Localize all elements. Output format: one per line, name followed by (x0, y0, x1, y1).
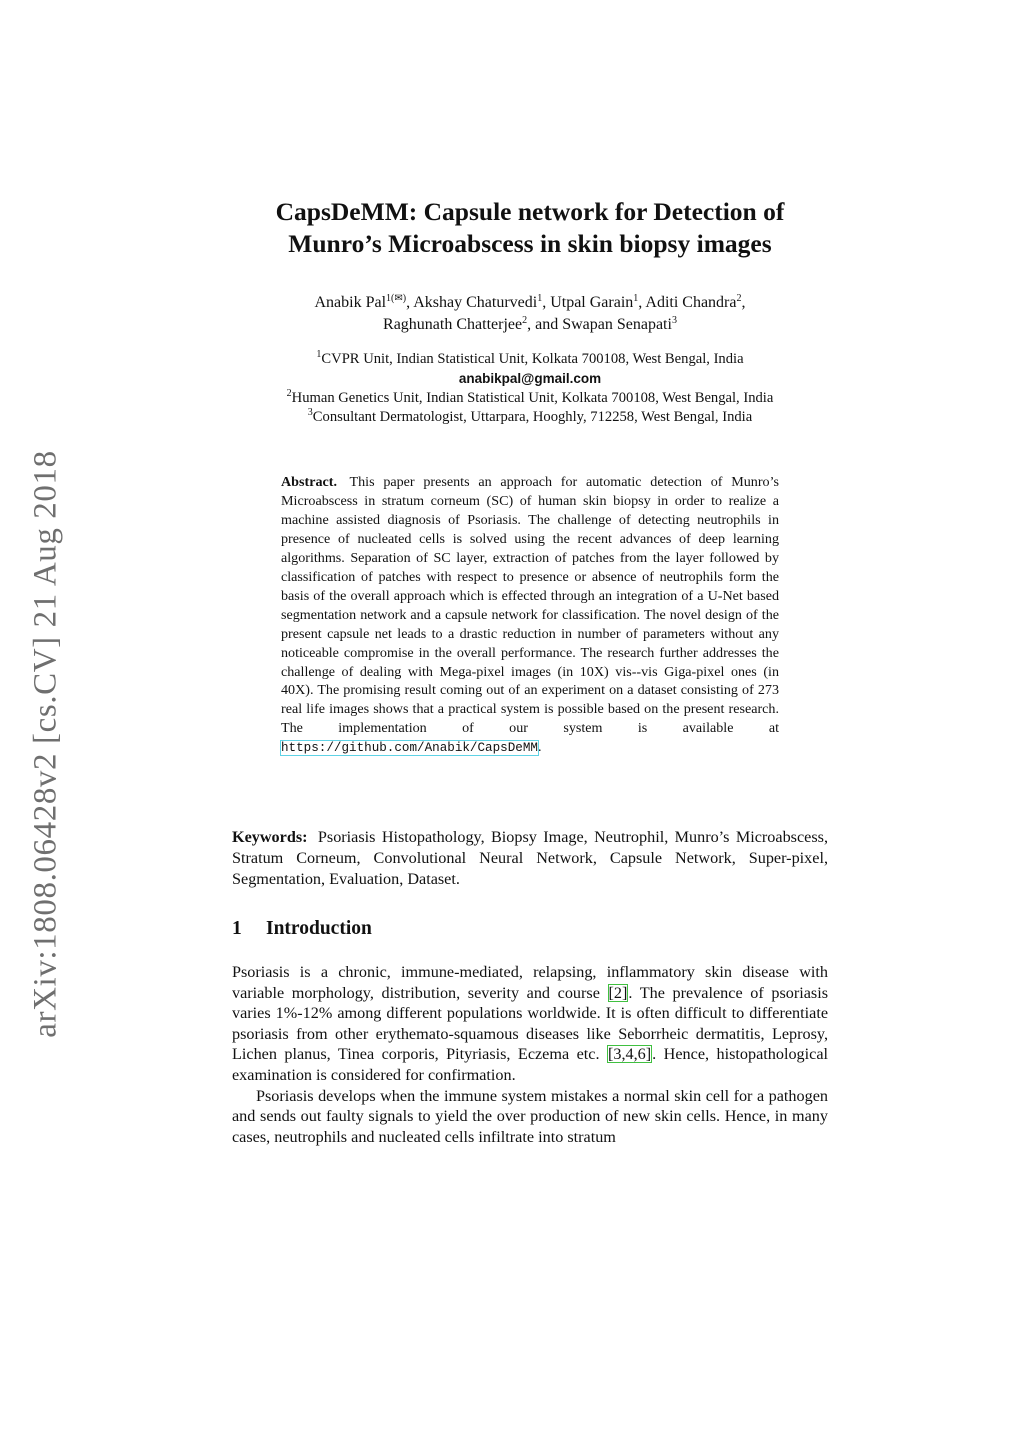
author-name: , Aditi Chandra (638, 294, 737, 311)
title-line: CapsDeMM: Capsule network for Detection of (275, 197, 785, 226)
citation-link[interactable]: [3,4,6] (608, 1045, 652, 1064)
affil-mark: 3 (307, 407, 313, 418)
affil-text: Human Genetics Unit, Indian Statistical Unit, Kolkata 700108, West Bengal, India (291, 390, 774, 406)
arxiv-stamp (20, 438, 72, 1050)
abstract-end: . (537, 739, 542, 756)
paragraph-text: . The prevalence of psoriasis varies 1%-12% among different populations worldwide. It is often difficult to differentiate psoriasis from other erythemato-squamous diseases like Seborrheic dermatitis, Leprosy, Lichen planus, Tinea corporis, Pityriasis, Eczema etc. (232, 983, 829, 1064)
author-affil-mark: 2 (736, 293, 742, 304)
author-affil-mark: 3 (671, 315, 677, 326)
abstract (281, 473, 779, 758)
author-separator: , (741, 294, 746, 311)
arxiv-id: arXiv:1808.06428v2 [cs.CV] 21 Aug 2018 (27, 450, 64, 1038)
author-name: , Akshay Chaturvedi (406, 294, 538, 311)
affil-text: Consultant Dermatologist, Uttarpara, Hooghly, 712258, West Bengal, India (312, 409, 753, 425)
author-affil-mark: 1 (537, 293, 543, 304)
affiliation-2 (232, 389, 828, 408)
contact-email[interactable] (232, 369, 828, 389)
abstract-heading: Abstract. (281, 474, 337, 490)
author-line (232, 292, 828, 314)
section-heading (232, 918, 372, 940)
affiliations (232, 350, 828, 427)
author-name: , Utpal Garain (542, 294, 634, 311)
section-title-text: Introduction (266, 918, 372, 939)
author-list (232, 292, 828, 336)
affil-mark: 1 (316, 349, 322, 360)
affiliation-3 (232, 408, 828, 427)
email-text[interactable]: anabikpal@gmail.com (458, 371, 602, 386)
keywords (232, 827, 828, 890)
paragraph-text: Psoriasis is a chronic, immune-mediated, relapsing, inflammatory skin disease with variable morphology, distribution, severity and course (232, 963, 828, 1002)
keywords-heading: Keywords: (232, 828, 308, 846)
paragraph: Psoriasis develops when the immune system mistakes a normal skin cell for a pathogen and sends out faulty signals to yield the over production of new skin cells. Hence, in many cases, neutrophils and nucleated cells infiltrate into stratum (232, 1086, 828, 1146)
keywords-text: Psoriasis Histopathology, Biopsy Image, Neutrophil, Munro’s Microabscess, Stratum Corneum, Convolutional Neural Network, Capsule Network, Super-pixel, Segmentation, Evaluation, Dataset. (232, 828, 828, 888)
affil-mark: 2 (286, 388, 292, 399)
paragraph (232, 962, 828, 1086)
introduction-body (232, 962, 828, 1147)
author-line (232, 314, 828, 336)
title-line: Munro’s Microabscess in skin biopsy images (288, 229, 772, 258)
author-name: , and Swapan Senapati (527, 316, 672, 333)
citation-link[interactable]: [2] (608, 983, 628, 1002)
author-affil-mark: 1(✉) (386, 293, 407, 304)
paragraph-text: . Hence, histopathological examination is considered for confirmation. (232, 1045, 828, 1084)
affiliation-1 (232, 350, 828, 369)
abstract-text: This paper presents an approach for automatic detection of Munro’s Microabscess in stratum corneum (SC) of human skin biopsy in order to realize a machine assisted diagnosis of Psoriasis. The challenge of detecting neutrophils in presence of nucleated cells is solved using the recent advances of deep learning algorithms. Separation of SC layer, extraction of patches from the layer followed by classification of patches with respect to presence or absence of neutrophils form the basis of the overall approach which is effected through an integration of a U-Net based segmentation network and a capsule network for classification. The novel design of the present capsule net leads to a drastic reduction in number of parameters without any noticeable compromise in the overall performance. The research further addresses the challenge of dealing with Mega-pixel images (in 10X) vis--vis Giga-pixel ones (in 40X). The promising result coming out of an experiment on a dataset consisting of 273 real life images shows that a practical system is possible based on the present research. The implementation of our system is available at (281, 474, 779, 737)
section-number: 1 (232, 918, 242, 939)
author-affil-mark: 1 (633, 293, 639, 304)
author-affil-mark: 2 (522, 315, 528, 326)
paper-title (232, 196, 828, 260)
code-repository-link[interactable]: https://github.com/Anabik/CapsDeMM (281, 741, 538, 756)
author-name: Anabik Pal (314, 294, 387, 311)
affil-text: CVPR Unit, Indian Statistical Unit, Kolkata 700108, West Bengal, India (321, 351, 744, 367)
author-name: Raghunath Chatterjee (383, 316, 523, 333)
